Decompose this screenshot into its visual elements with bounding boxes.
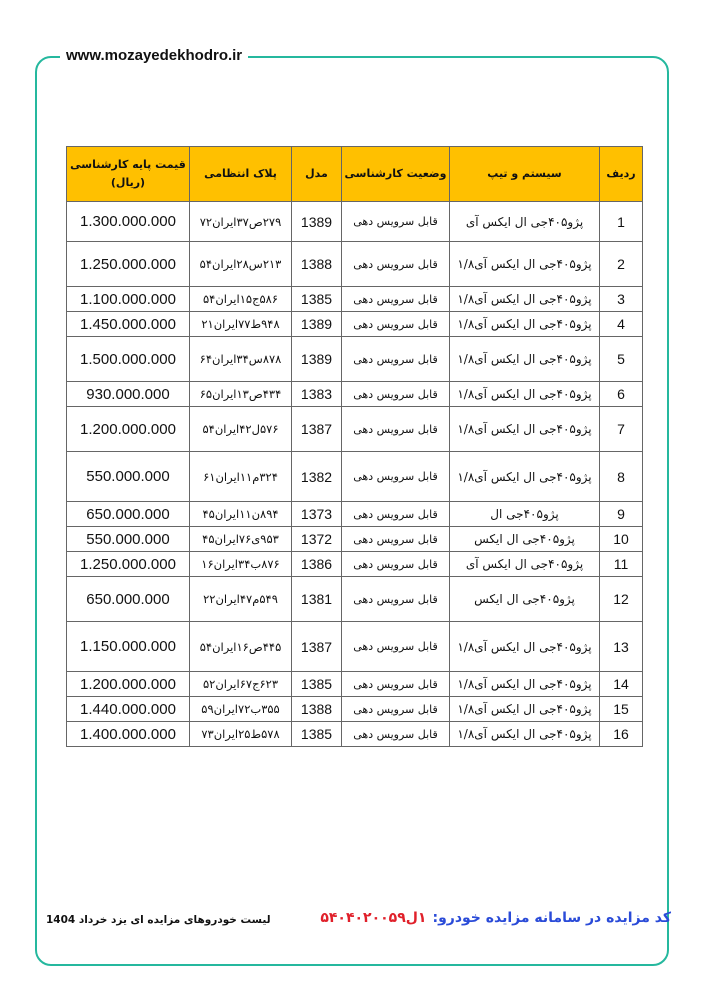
cell-model: 1385 — [292, 672, 342, 697]
header-price-title: قیمت پایه کارشناسی — [70, 158, 186, 171]
table-header-row — [67, 147, 643, 202]
cell-index: 10 — [600, 527, 643, 552]
cell-price: 1.100.000.000 — [67, 287, 190, 312]
cell-index: 8 — [600, 452, 643, 502]
cell-index: 15 — [600, 697, 643, 722]
cell-plate: ۲۱۳س۲۸ایران۵۴ — [190, 242, 292, 287]
cell-price: 550.000.000 — [67, 527, 190, 552]
cell-system: پژو۴۰۵جی ال ایکس آی۱/۸ — [450, 287, 600, 312]
auction-code: ۱ل۵۴۰۴۰۲۰۰۵۹ — [320, 910, 427, 926]
cell-status: قابل سرویس دهی — [342, 312, 450, 337]
table-row — [67, 382, 643, 407]
table-row — [67, 552, 643, 577]
cell-model: 1387 — [292, 407, 342, 452]
cell-index: 14 — [600, 672, 643, 697]
cell-model: 1385 — [292, 722, 342, 747]
cell-price: 1.500.000.000 — [67, 337, 190, 382]
cell-model: 1373 — [292, 502, 342, 527]
header-model: مدل — [292, 147, 342, 202]
cell-price: 1.300.000.000 — [67, 202, 190, 242]
table-row — [67, 577, 643, 622]
cell-system: پژو۴۰۵جی ال ایکس آی۱/۸ — [450, 672, 600, 697]
cell-system: پژو۴۰۵جی ال ایکس آی — [450, 552, 600, 577]
cell-system: پژو۴۰۵جی ال ایکس آی۱/۸ — [450, 337, 600, 382]
cell-system: پژو۴۰۵جی ال — [450, 502, 600, 527]
table-row — [67, 722, 643, 747]
header-system: سیستم و تیپ — [450, 147, 600, 202]
table-row — [67, 502, 643, 527]
cell-price: 1.450.000.000 — [67, 312, 190, 337]
list-title: لیست خودروهای مزایده ای یزد خرداد 1404 — [46, 914, 271, 926]
cell-price: 1.200.000.000 — [67, 407, 190, 452]
cell-system: پژو۴۰۵جی ال ایکس آی۱/۸ — [450, 242, 600, 287]
cell-status: قابل سرویس دهی — [342, 622, 450, 672]
cell-model: 1389 — [292, 202, 342, 242]
cell-status: قابل سرویس دهی — [342, 337, 450, 382]
cell-price: 1.200.000.000 — [67, 672, 190, 697]
cell-plate: ۸۷۶ب۳۴ایران۱۶ — [190, 552, 292, 577]
cell-model: 1389 — [292, 337, 342, 382]
cell-price: 650.000.000 — [67, 502, 190, 527]
cell-status: قابل سرویس دهی — [342, 672, 450, 697]
cell-index: 5 — [600, 337, 643, 382]
cell-system: پژو۴۰۵جی ال ایکس آی۱/۸ — [450, 622, 600, 672]
cell-status: قابل سرویس دهی — [342, 577, 450, 622]
header-price-unit: (ریال) — [110, 176, 146, 189]
table-row — [67, 407, 643, 452]
cell-system: پژو۴۰۵جی ال ایکس آی۱/۸ — [450, 722, 600, 747]
cell-plate: ۵۴۹م۴۷ایران۲۲ — [190, 577, 292, 622]
cell-plate: ۲۷۹ص۳۷ایران۷۲ — [190, 202, 292, 242]
cell-model: 1385 — [292, 287, 342, 312]
cell-plate: ۹۴۸ط۷۷ایران۲۱ — [190, 312, 292, 337]
cell-system: پژو۴۰۵جی ال ایکس آی — [450, 202, 600, 242]
cell-status: قابل سرویس دهی — [342, 697, 450, 722]
cell-index: 1 — [600, 202, 643, 242]
cell-model: 1388 — [292, 697, 342, 722]
cell-status: قابل سرویس دهی — [342, 722, 450, 747]
cell-status: قابل سرویس دهی — [342, 287, 450, 312]
header-status: وضعیت کارشناسی — [342, 147, 450, 202]
cell-model: 1387 — [292, 622, 342, 672]
header-price — [67, 147, 190, 202]
auction-code-line — [320, 910, 671, 926]
cell-price: 650.000.000 — [67, 577, 190, 622]
cell-system: پژو۴۰۵جی ال ایکس — [450, 527, 600, 552]
cell-system: پژو۴۰۵جی ال ایکس آی۱/۸ — [450, 452, 600, 502]
cell-status: قابل سرویس دهی — [342, 527, 450, 552]
cell-plate: ۹۵۳ی۷۶ایران۴۵ — [190, 527, 292, 552]
table-row — [67, 622, 643, 672]
cell-index: 13 — [600, 622, 643, 672]
cell-index: 7 — [600, 407, 643, 452]
cell-price: 1.400.000.000 — [67, 722, 190, 747]
cell-system: پژو۴۰۵جی ال ایکس آی۱/۸ — [450, 312, 600, 337]
cell-price: 930.000.000 — [67, 382, 190, 407]
table-row — [67, 337, 643, 382]
cell-model: 1372 — [292, 527, 342, 552]
cell-model: 1386 — [292, 552, 342, 577]
cell-model: 1389 — [292, 312, 342, 337]
cell-status: قابل سرویس دهی — [342, 502, 450, 527]
table-row — [67, 527, 643, 552]
cell-plate: ۴۴۵ص۱۶ایران۵۴ — [190, 622, 292, 672]
cell-system: پژو۴۰۵جی ال ایکس آی۱/۸ — [450, 382, 600, 407]
header-plate: پلاک انتظامی — [190, 147, 292, 202]
cell-model: 1382 — [292, 452, 342, 502]
cell-plate: ۸۹۴ن۱۱ایران۴۵ — [190, 502, 292, 527]
header-index: ردیف — [600, 147, 643, 202]
website-url[interactable]: www.mozayedekhodro.ir — [60, 46, 248, 66]
cell-model: 1381 — [292, 577, 342, 622]
cell-index: 11 — [600, 552, 643, 577]
cell-plate: ۳۲۴م۱۱ایران۶۱ — [190, 452, 292, 502]
cell-plate: ۶۲۳ج۶۷ایران۵۲ — [190, 672, 292, 697]
cell-price: 1.250.000.000 — [67, 552, 190, 577]
cell-plate: ۵۸۶ج۱۵ایران۵۴ — [190, 287, 292, 312]
cell-plate: ۳۵۵ب۷۲ایران۵۹ — [190, 697, 292, 722]
table-row — [67, 672, 643, 697]
auction-code-label: کد مزایده در سامانه مزایده خودرو: — [432, 910, 671, 926]
table-row — [67, 287, 643, 312]
cell-status: قابل سرویس دهی — [342, 452, 450, 502]
table-row — [67, 242, 643, 287]
cell-system: پژو۴۰۵جی ال ایکس آی۱/۸ — [450, 407, 600, 452]
cell-index: 12 — [600, 577, 643, 622]
cell-index: 2 — [600, 242, 643, 287]
cell-index: 4 — [600, 312, 643, 337]
auction-vehicle-table — [66, 146, 643, 747]
cell-price: 550.000.000 — [67, 452, 190, 502]
cell-status: قابل سرویس دهی — [342, 407, 450, 452]
cell-index: 6 — [600, 382, 643, 407]
cell-plate: ۵۷۸ط۲۵ایران۷۳ — [190, 722, 292, 747]
cell-index: 16 — [600, 722, 643, 747]
cell-status: قابل سرویس دهی — [342, 242, 450, 287]
cell-price: 1.440.000.000 — [67, 697, 190, 722]
cell-status: قابل سرویس دهی — [342, 202, 450, 242]
cell-system: پژو۴۰۵جی ال ایکس آی۱/۸ — [450, 697, 600, 722]
cell-model: 1388 — [292, 242, 342, 287]
cell-system: پژو۴۰۵جی ال ایکس — [450, 577, 600, 622]
table-row — [67, 697, 643, 722]
cell-plate: ۴۳۴ص۱۳ایران۶۵ — [190, 382, 292, 407]
table-row — [67, 312, 643, 337]
cell-price: 1.250.000.000 — [67, 242, 190, 287]
cell-plate: ۸۷۸س۳۴ایران۶۴ — [190, 337, 292, 382]
cell-status: قابل سرویس دهی — [342, 382, 450, 407]
cell-status: قابل سرویس دهی — [342, 552, 450, 577]
cell-price: 1.150.000.000 — [67, 622, 190, 672]
table-row — [67, 452, 643, 502]
cell-model: 1383 — [292, 382, 342, 407]
cell-plate: ۵۷۶ل۴۲ایران۵۴ — [190, 407, 292, 452]
table-row — [67, 202, 643, 242]
cell-index: 9 — [600, 502, 643, 527]
cell-index: 3 — [600, 287, 643, 312]
